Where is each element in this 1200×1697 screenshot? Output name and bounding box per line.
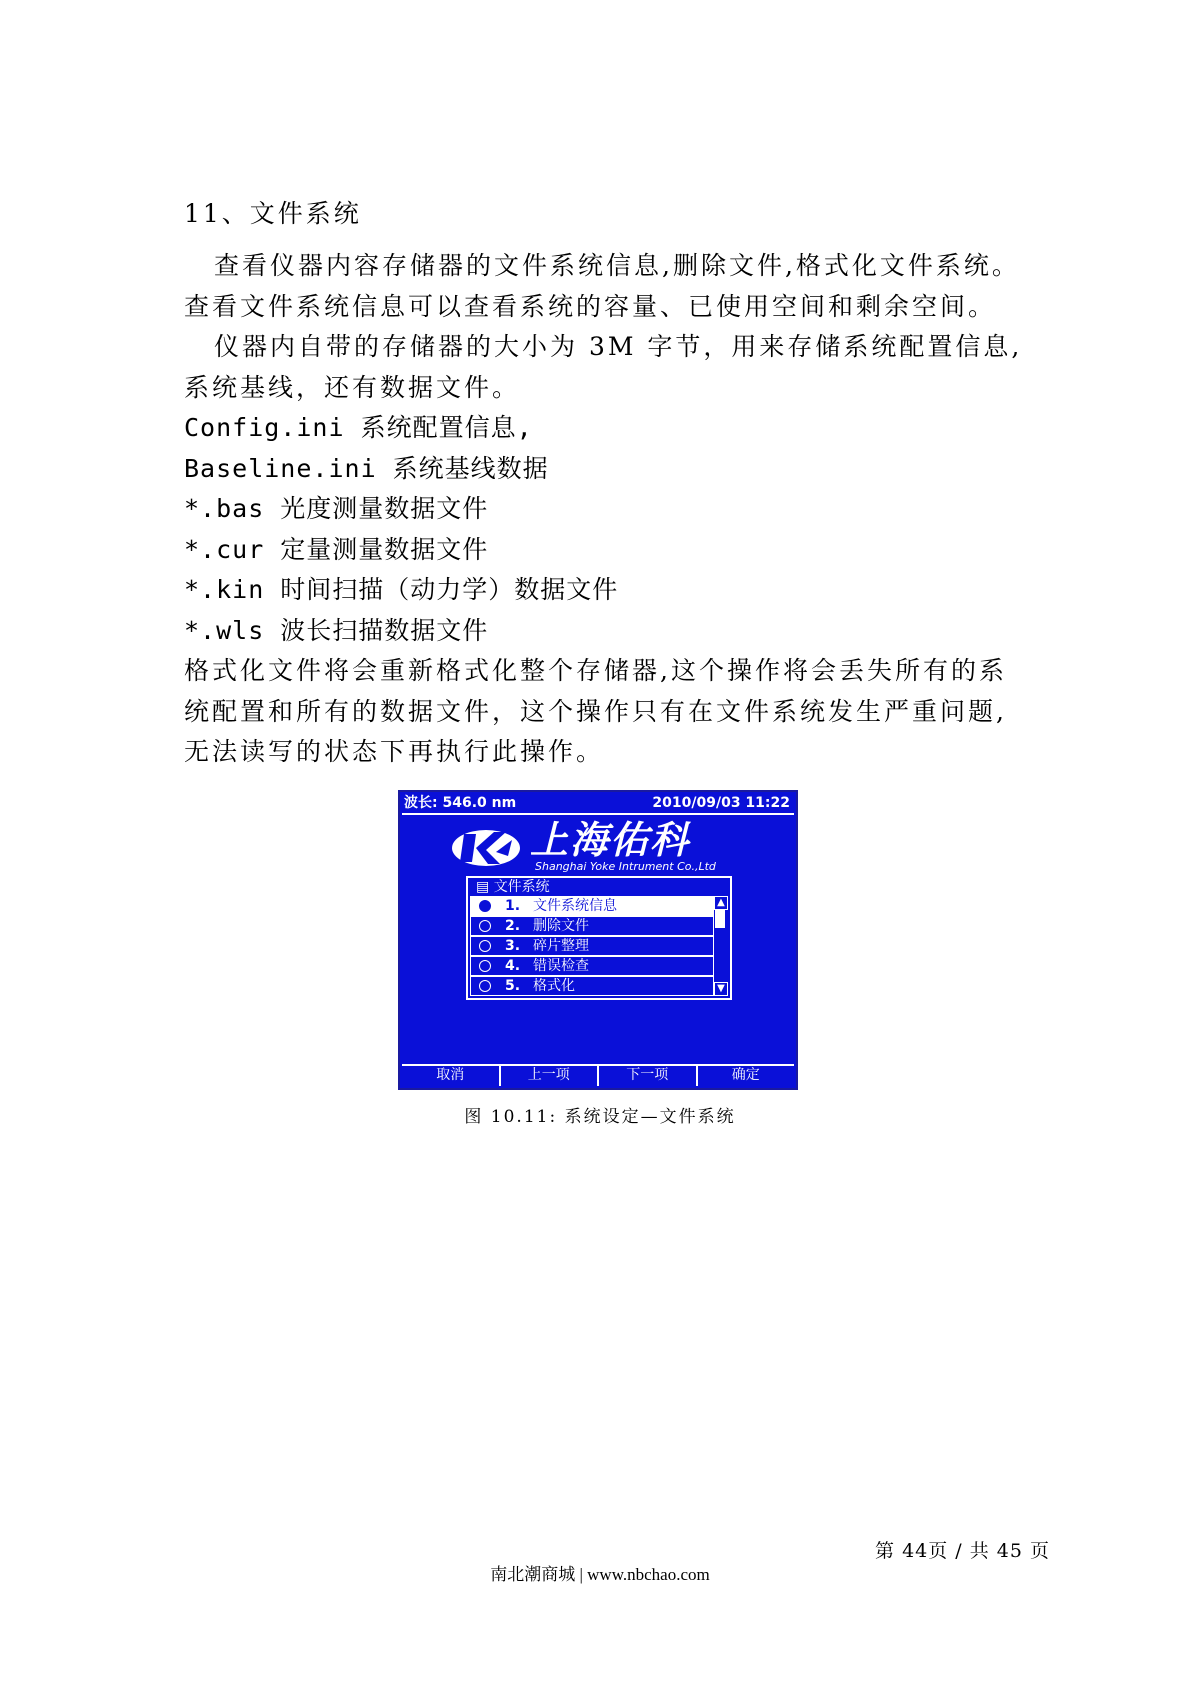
text-line: *.wls 波长扫描数据文件 [184,615,489,645]
text-line: 格式化文件将会重新格式化整个存储器,这个操作将会丢失所有的系 [184,656,1007,685]
menu-item-error-check[interactable]: 4. 错误检查 [470,956,714,976]
text-line: 查看仪器内容存储器的文件系统信息,删除文件,格式化文件系统。 [214,251,1020,280]
instrument-screen [398,790,798,1090]
wavelength-readout: 波长: 546.0 nm [404,795,517,811]
document-icon: ▤ [476,879,490,895]
text-line: 统配置和所有的数据文件，这个操作只有在文件系统发生严重问题, [184,696,1007,726]
scroll-thumb[interactable] [715,910,725,928]
text-line: 查看文件系统信息可以查看系统的容量、已使用空间和剩余空间。 [184,291,997,321]
radio-icon [479,980,491,992]
text-line: 无法读写的状态下再执行此操作。 [184,737,605,766]
page-number: 第 44页 / 共 45 页 [875,1540,1050,1562]
scroll-up-icon[interactable]: ▲ [714,896,728,910]
text-line: 仪器内自带的存储器的大小为 3M 字节，用来存储系统配置信息, [214,332,1023,361]
next-item-button[interactable]: 下一项 [599,1066,698,1086]
menu-item-file-system-info[interactable]: 1. 文件系统信息 [470,896,714,916]
menu-list [470,896,714,996]
radio-selected-icon [479,900,491,912]
status-divider [402,813,794,815]
radio-icon [479,920,491,932]
previous-item-button[interactable]: 上一项 [501,1066,600,1086]
scroll-down-icon[interactable]: ▼ [714,982,728,996]
logo-english-name: Shanghai Yoke Intrument Co.,Ltd [535,860,716,873]
footer-link[interactable]: 南北潮商城 | www.nbchao.com [490,1565,710,1584]
figure-caption: 图 10.11: 系统设定—文件系统 [464,1107,736,1127]
section-heading: 11、文件系统 [184,199,362,228]
confirm-button[interactable]: 确定 [731,1067,760,1083]
cancel-button[interactable]: 取消 [402,1066,501,1086]
logo-chinese-name: 上海佑科 [530,818,691,862]
radio-icon [479,940,491,952]
menu-title: ▤ 文件系统 [476,879,550,895]
menu-item-defragment[interactable]: 3. 碎片整理 [470,936,714,956]
menu-scrollbar[interactable] [714,896,728,996]
text-line: Baseline.ini 系统基线数据 [184,453,549,483]
text-line: *.cur 定量测量数据文件 [184,534,489,564]
radio-icon [479,960,491,972]
status-bar [402,794,794,812]
text-line: *.kin 时间扫描（动力学）数据文件 [184,575,619,604]
softkey-bar [402,1064,794,1086]
datetime-readout: 2010/09/03 11:22 [652,795,790,811]
menu-item-format[interactable]: 5. 格式化 [470,976,714,996]
logo-mark-icon [450,822,526,870]
text-line: *.bas 光度测量数据文件 [184,494,489,523]
text-line: Config.ini 系统配置信息, [184,413,533,442]
text-line: 系统基线，还有数据文件。 [184,372,521,402]
brand-logo [450,816,750,876]
menu-item-delete-file[interactable]: 2. 删除文件 [470,916,714,936]
body-text [184,246,1044,773]
file-system-menu [466,876,732,1000]
